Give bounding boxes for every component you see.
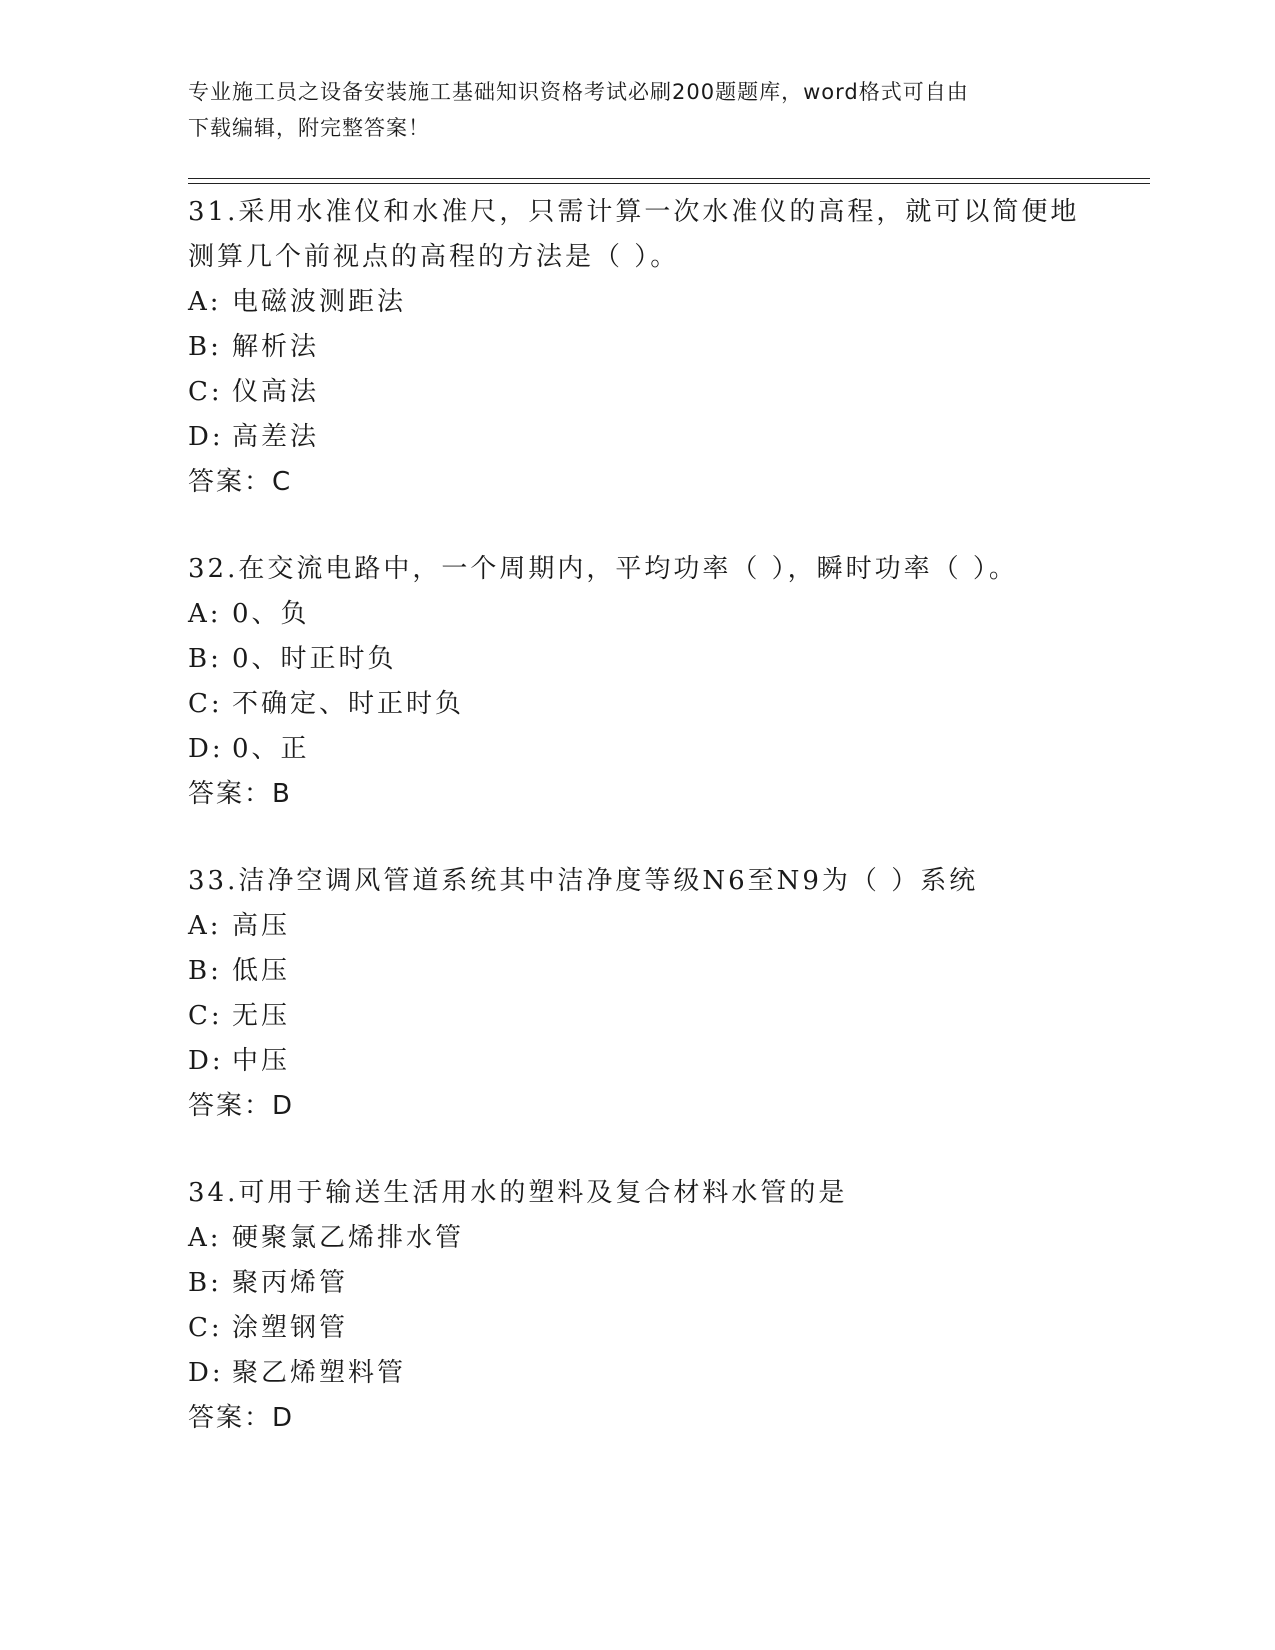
answer-value: C — [272, 467, 293, 497]
header-line-2: 下载编辑，附完整答案！ — [188, 116, 430, 140]
option-text: 聚乙烯塑料管 — [232, 1358, 407, 1388]
option-c — [188, 1306, 1088, 1351]
answer-label: 答案： — [188, 779, 273, 809]
question-32 — [188, 547, 1088, 817]
option-a — [188, 904, 1088, 949]
question-text-line: 31.采用水准仪和水准尺，只需计算一次水准仪的高程，就可以简便地 — [188, 197, 1080, 227]
option-letter: C: — [188, 689, 223, 719]
question-34 — [188, 1171, 1088, 1441]
option-letter: D: — [188, 1358, 224, 1388]
option-c — [188, 994, 1088, 1039]
option-d — [188, 1039, 1088, 1084]
option-text: 不确定、时正时负 — [232, 689, 465, 719]
option-text: 0、正 — [232, 734, 310, 764]
option-a — [188, 280, 1088, 325]
question-33 — [188, 859, 1088, 1129]
option-d — [188, 1351, 1088, 1396]
option-text: 中压 — [232, 1046, 291, 1076]
option-text: 硬聚氯乙烯排水管 — [232, 1223, 465, 1253]
option-letter: A: — [188, 911, 222, 941]
option-text: 电磁波测距法 — [232, 287, 407, 317]
option-text: 0、时正时负 — [232, 644, 397, 674]
option-text: 0、负 — [232, 599, 310, 629]
option-letter: C: — [188, 377, 223, 407]
answer-line — [188, 1396, 1088, 1441]
option-text: 解析法 — [232, 332, 320, 362]
option-c — [188, 682, 1088, 727]
question-text-line: 32.在交流电路中，一个周期内，平均功率（ ），瞬时功率（ ）。 — [188, 554, 1018, 584]
option-b — [188, 637, 1088, 682]
answer-value: B — [272, 779, 292, 809]
option-letter: A: — [188, 287, 222, 317]
option-text: 高差法 — [232, 422, 320, 452]
option-letter: D: — [188, 422, 224, 452]
answer-label: 答案： — [188, 1091, 273, 1121]
option-c — [188, 370, 1088, 415]
option-text: 无压 — [232, 1001, 291, 1031]
option-d — [188, 415, 1088, 460]
option-letter: C: — [188, 1001, 223, 1031]
answer-label: 答案： — [188, 1403, 273, 1433]
answer-line — [188, 460, 1088, 505]
option-a — [188, 592, 1088, 637]
question-text-line: 33.洁净空调风管道系统其中洁净度等级N6至N9为（ ）系统 — [188, 866, 979, 896]
option-b — [188, 1261, 1088, 1306]
option-text: 低压 — [232, 956, 291, 986]
option-letter: A: — [188, 1223, 222, 1253]
header-divider-bottom — [188, 183, 1150, 184]
option-text: 涂塑钢管 — [232, 1313, 349, 1343]
question-text-line: 测算几个前视点的高程的方法是（ ）。 — [188, 242, 680, 272]
option-letter: B: — [188, 1268, 222, 1298]
answer-line — [188, 1084, 1088, 1129]
option-letter: C: — [188, 1313, 223, 1343]
option-d — [188, 727, 1088, 772]
option-letter: A: — [188, 599, 222, 629]
option-text: 高压 — [232, 911, 291, 941]
option-a — [188, 1216, 1088, 1261]
option-b — [188, 325, 1088, 370]
answer-value: D — [272, 1403, 295, 1433]
option-letter: B: — [188, 332, 222, 362]
option-letter: B: — [188, 644, 222, 674]
header-line-1: 专业施工员之设备安装施工基础知识资格考试必刷200题题库，word格式可自由 — [188, 80, 969, 104]
answer-value: D — [272, 1091, 295, 1121]
question-31 — [188, 190, 1088, 505]
option-text: 聚丙烯管 — [232, 1268, 349, 1298]
question-text-line: 34.可用于输送生活用水的塑料及复合材料水管的是 — [188, 1178, 848, 1208]
option-letter: D: — [188, 734, 224, 764]
question-list — [188, 190, 1088, 1483]
document-header — [188, 74, 1088, 146]
option-letter: D: — [188, 1046, 224, 1076]
option-b — [188, 949, 1088, 994]
header-divider-top — [188, 178, 1150, 179]
option-text: 仪高法 — [232, 377, 320, 407]
answer-line — [188, 772, 1088, 817]
answer-label: 答案： — [188, 467, 273, 497]
option-letter: B: — [188, 956, 222, 986]
